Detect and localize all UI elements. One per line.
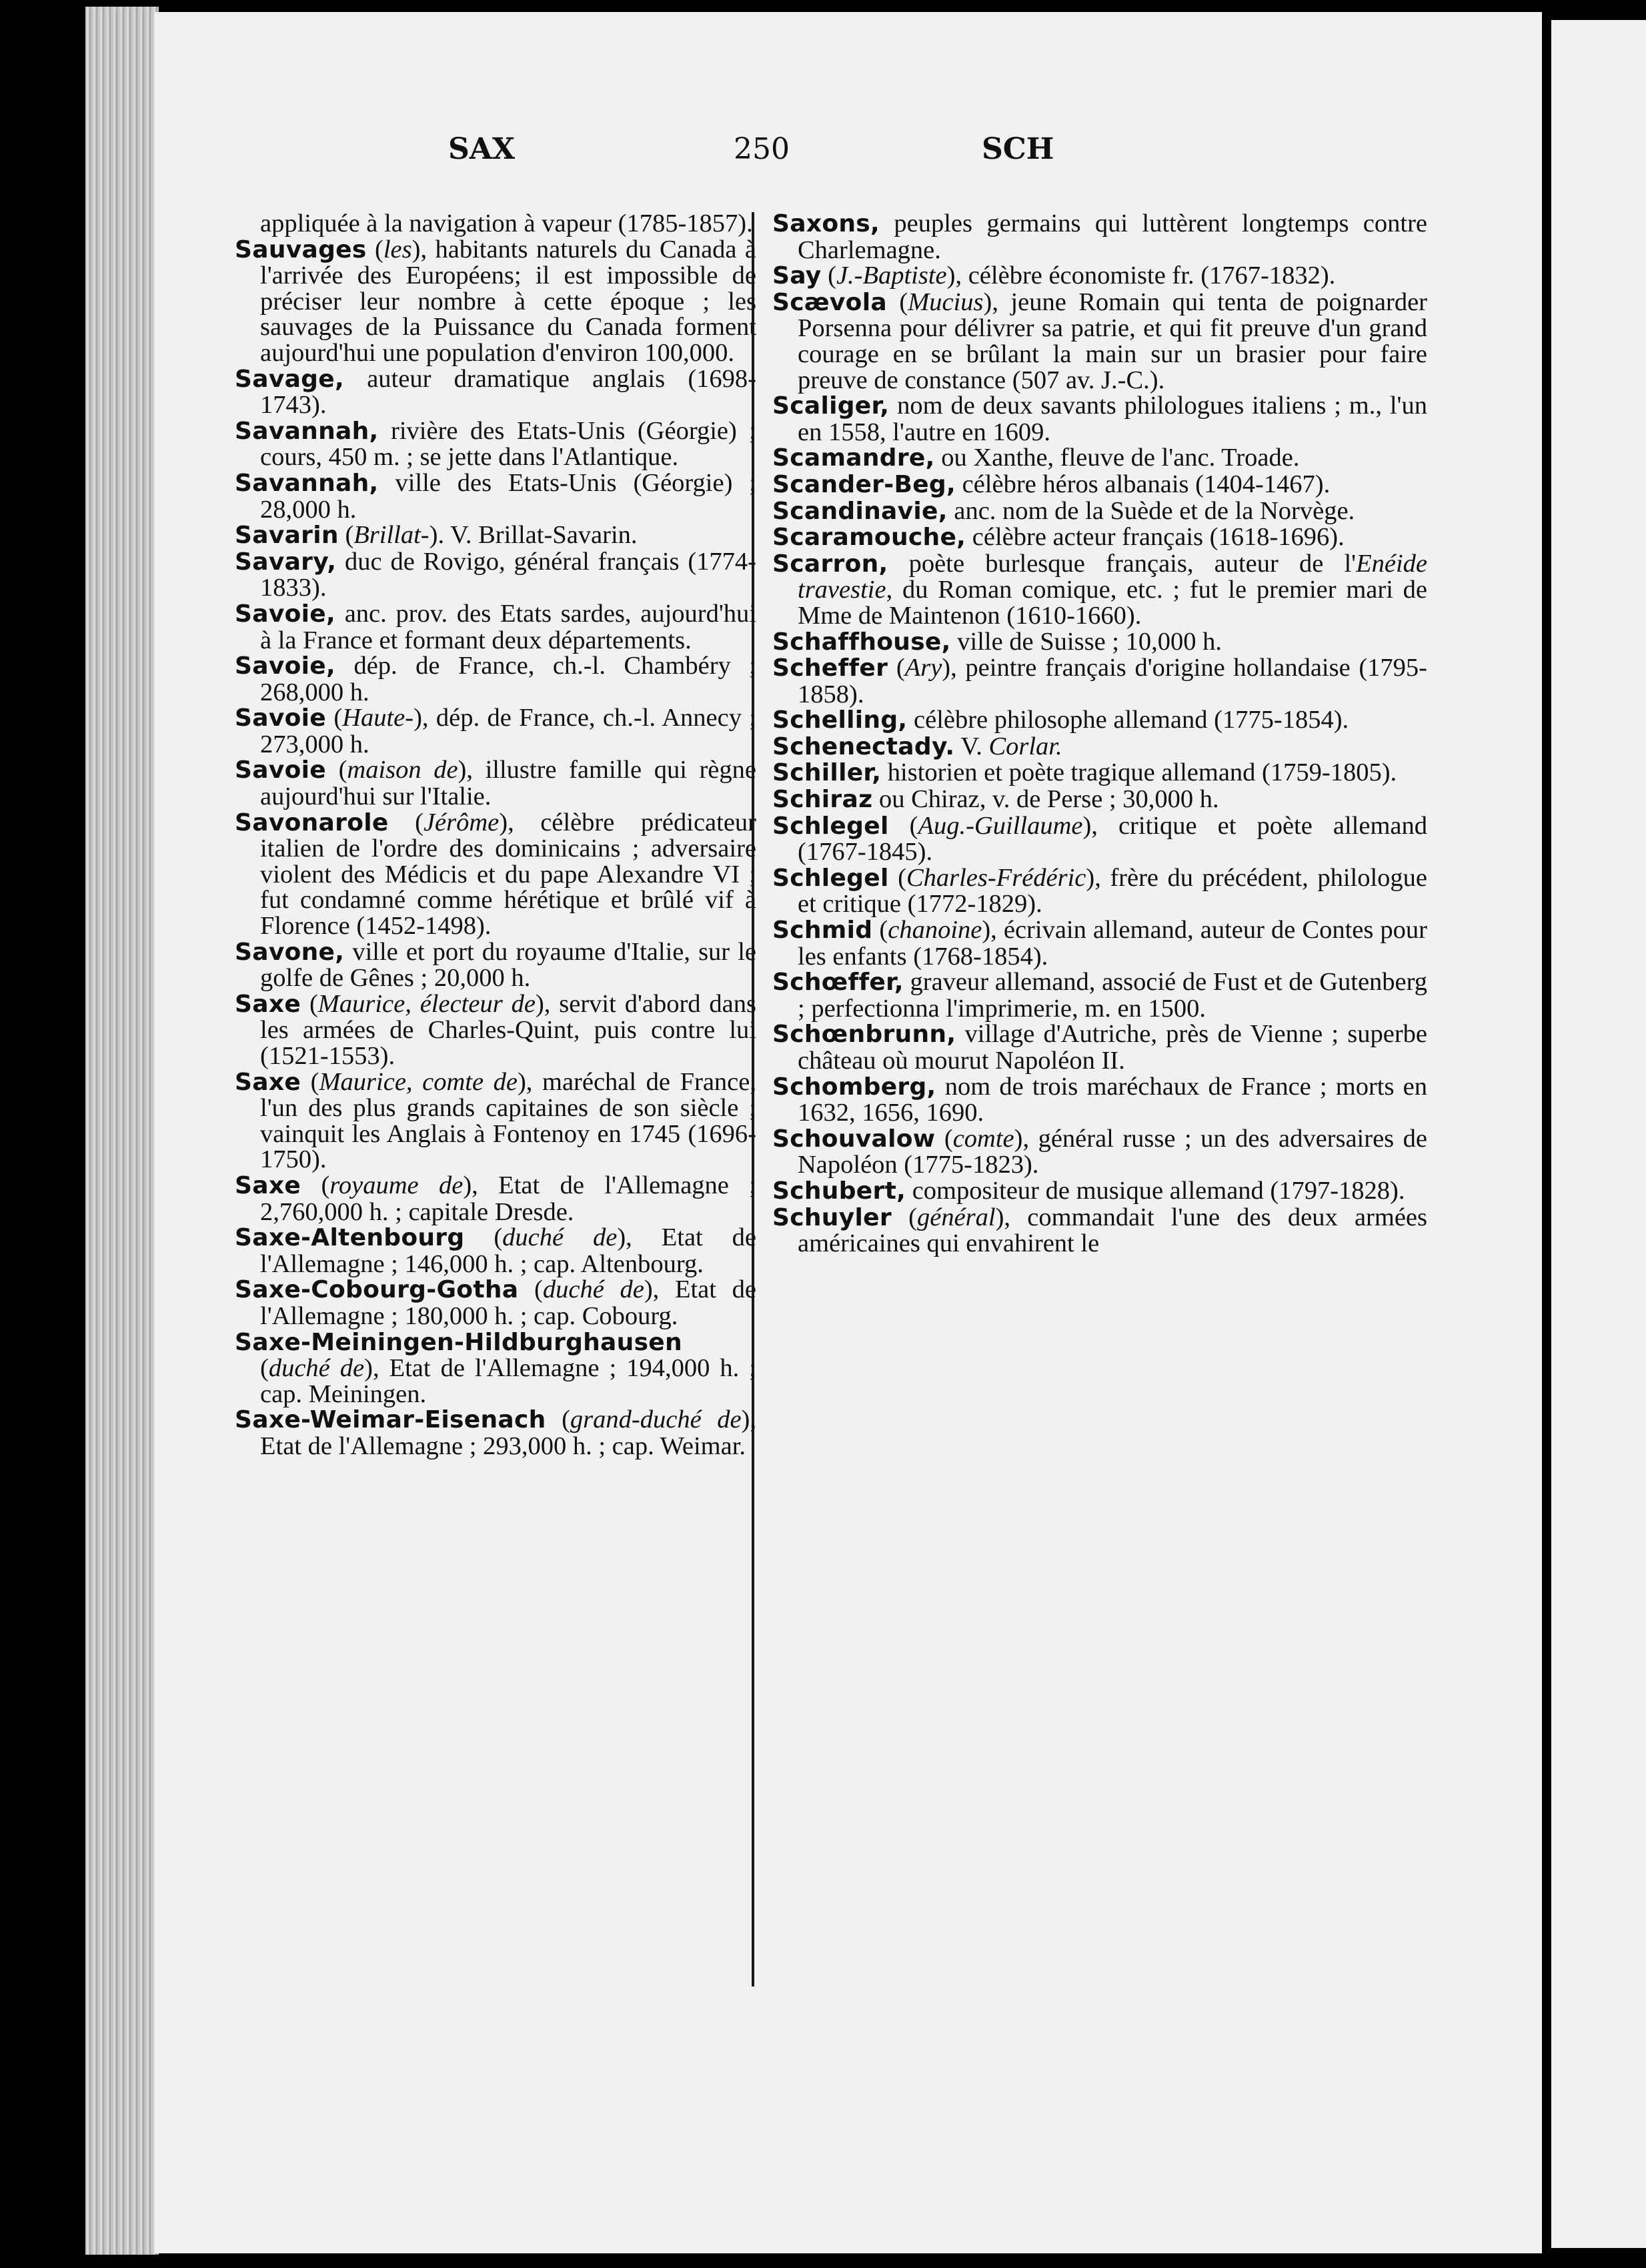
dictionary-entry <box>772 472 1427 498</box>
entry-headword: Schiller, <box>772 759 882 787</box>
entry-headword: Scaliger, <box>772 392 890 420</box>
entry-headword: Schlegel <box>772 812 889 840</box>
dictionary-entry <box>772 969 1427 1021</box>
entry-italic: Mucius <box>908 288 984 316</box>
entry-headword: Schmid <box>772 917 873 945</box>
entry-text: graveur allemand, associé de Fust et de Gutenberg ; perfectionna l'imprimerie, m. en 1500. <box>798 968 1427 1023</box>
entry-text: ( <box>464 1223 503 1252</box>
entry-headword: Saxe-Meiningen-Hildburghausen <box>235 1328 682 1356</box>
entry-text: ), Etat de l'Allemagne ; 180,000 h. ; cap. Cobourg. <box>260 1275 756 1330</box>
entry-text: ( <box>886 288 908 316</box>
dictionary-entry <box>235 705 756 757</box>
entry-text: ( <box>888 863 906 892</box>
entry-text: ( <box>821 261 836 290</box>
entry-text: auteur dramatique anglais (1698-1743). <box>260 364 756 420</box>
dictionary-entry <box>235 418 756 470</box>
entry-text: ), Etat de l'Allemagne ; 2,760,000 h. ; capitale Dresde. <box>260 1171 756 1226</box>
dictionary-entry <box>772 760 1427 786</box>
entry-headword: Schuyler <box>772 1203 892 1231</box>
dictionary-entry <box>235 653 756 705</box>
entry-text: célèbre philosophe allemand (1775-1854). <box>907 706 1349 734</box>
entry-headword: Saxe-Cobourg-Gotha <box>235 1276 519 1304</box>
entry-headword: Say <box>772 262 822 290</box>
entry-text: ), servit d'abord dans les armées de Charles-Quint, puis contre lui (1521-1553). <box>260 989 756 1070</box>
entry-headword: Saxe <box>235 1068 301 1096</box>
entry-italic: Maurice, électeur de <box>317 989 536 1018</box>
entry-headword: Savoie, <box>235 652 335 680</box>
entry-text: anc. nom de la Suède et de la Norvège. <box>947 496 1355 525</box>
entry-text: ou <box>872 785 912 814</box>
dictionary-entry <box>235 601 756 653</box>
entry-headword: Sauvages <box>235 235 367 263</box>
entry-text: nom de deux savants philologues italiens ; m., l'un en 1558, l'autre en 1609. <box>798 392 1427 446</box>
entry-text: ), frère du précédent, philologue et critique (1772-1829). <box>798 863 1427 919</box>
dictionary-entry <box>235 939 756 991</box>
entry-text: anc. prov. des Etats sardes, aujourd'hui à la France et formant deux départements. <box>260 599 756 654</box>
dictionary-entry <box>772 1021 1427 1073</box>
entry-text: ( <box>935 1124 953 1153</box>
entry-text: ( <box>891 1203 917 1231</box>
entry-italic: Maurice, comte de <box>319 1067 518 1096</box>
entry-text: , du Roman comique, etc. ; fut le premier mari de Mme de Maintenon (1610-1660). <box>798 576 1427 630</box>
entry-text: duc de Rovigo, général français (1774-1833). <box>260 547 756 602</box>
book-page-edges <box>85 7 159 2255</box>
entry-text: ), jeune Romain qui tenta de poignarder Porsenna pour délivrer sa patrie, et qui fit preuve d'un grand courage en se brûlant la main sur un brasier pour faire preuve de constance (507 av. J.-C.). <box>798 288 1427 394</box>
entry-text: ( <box>518 1275 543 1304</box>
entry-headword: Schouvalow <box>772 1125 936 1153</box>
dictionary-entry <box>235 991 756 1069</box>
dictionary-entry <box>772 524 1427 551</box>
entry-italic: Haute- <box>342 704 414 732</box>
entry-text: rivière des Etats-Unis (Géorgie) ; cours, 450 m. ; se jette dans l'Atlantique. <box>260 416 756 472</box>
dictionary-entry <box>772 1126 1427 1178</box>
entry-text: ville de Suisse ; 10,000 h. <box>950 627 1222 656</box>
page-number: 250 <box>734 132 790 166</box>
entry-text: ), Etat de l'Allemagne ; 146,000 h. ; cap. Altenbourg. <box>260 1223 756 1278</box>
entry-text: ( <box>388 808 424 836</box>
entry-headword: Scheffer <box>772 654 888 682</box>
entry-italic: duché de <box>268 1354 365 1383</box>
dictionary-entry <box>772 1178 1427 1205</box>
entry-headword: Saxons, <box>772 210 880 237</box>
dictionary-entry <box>772 211 1427 263</box>
entry-text: peuples germains qui luttèrent longtemps contre Charlemagne. <box>798 209 1427 264</box>
entry-headword: Savage, <box>235 365 344 393</box>
dictionary-entry <box>772 393 1427 445</box>
entry-text: ville des Etats-Unis (Géorgie) ; 28,000 h. <box>260 468 756 524</box>
dictionary-entry <box>235 810 756 939</box>
header-right-guide-word: SCH <box>982 132 1054 166</box>
dictionary-entry <box>772 445 1427 472</box>
entry-italic: Charles-Frédéric <box>906 863 1086 892</box>
entry-text: ), dép. de France, ch.-l. Annecy ; 273,000 h. <box>260 704 756 758</box>
entry-text: ( <box>260 1354 269 1383</box>
entry-italic: maison de <box>347 756 458 784</box>
entry-text: dép. de France, ch.-l. Chambéry ; 268,000 h. <box>260 652 756 706</box>
entry-italic: Ary <box>904 654 942 682</box>
entry-text: ( <box>301 1067 319 1096</box>
entry-headword: Savannah, <box>235 469 379 497</box>
entry-text: ), célèbre économiste fr. (1767-1832). <box>946 261 1336 290</box>
dictionary-entry <box>772 1205 1427 1257</box>
entry-italic: Brillat- <box>353 521 430 550</box>
entry-text: ( <box>546 1405 570 1434</box>
facing-page-strip <box>1551 20 1646 2248</box>
entry-headword: Schœnbrunn, <box>772 1021 956 1049</box>
entry-headword: Saxe-Weimar-Eisenach <box>235 1406 546 1434</box>
entry-italic: J.-Baptiste <box>836 261 947 290</box>
entry-headword: Schaffhouse, <box>772 628 951 656</box>
entry-text: ), habitants naturels du Canada à l'arrivée des Européens; il est impossible de préciser leur nombre à cette époque ; les sauvages de la Puissance du Canada forment aujourd'hui une population d'environ 100,000. <box>260 235 756 367</box>
header-left-guide-word: SAX <box>448 132 516 166</box>
dictionary-entry <box>235 1173 756 1225</box>
dictionary-entry <box>772 263 1427 290</box>
entry-headword: Saxe <box>235 990 301 1018</box>
entry-text: ( <box>888 654 905 682</box>
dictionary-entry <box>772 917 1427 969</box>
entry-headword: Savary, <box>235 548 337 576</box>
entry-text: ), critique et poète allemand (1767-1845). <box>798 811 1428 867</box>
dictionary-entry <box>772 1074 1427 1126</box>
dictionary-entry <box>235 470 756 522</box>
entry-text: ( <box>301 1171 330 1199</box>
entry-headword: Saxe-Altenbourg <box>235 1224 465 1252</box>
entry-text: ou <box>934 444 974 472</box>
entry-text: poète burlesque français, auteur de l' <box>888 549 1357 578</box>
entry-text: ), célèbre prédicateur italien de l'ordre des dominicains ; adversaire violent des Médicis et du pape Alexandre VI ; fut condamné comme hérétique et brûlé vif à Florence (1452-1498). <box>260 808 756 941</box>
entry-text: ). V. Brillat-Savarin. <box>429 521 638 550</box>
entry-italic: Enéide travestie <box>798 549 1427 604</box>
entry-italic: Corlar. <box>988 732 1062 760</box>
entry-text: ( <box>872 916 888 945</box>
dictionary-entry <box>235 1277 756 1329</box>
entry-italic: duché de <box>542 1275 644 1304</box>
entry-text: Chiraz, v. de Perse ; 30,000 h. <box>911 785 1219 814</box>
dictionary-entry <box>235 211 756 237</box>
entry-text: célèbre héros albanais (1404-1467). <box>955 470 1331 498</box>
entry-headword: Savonarole <box>235 808 389 836</box>
dictionary-entry <box>235 549 756 601</box>
entry-headword: Schubert, <box>772 1177 906 1205</box>
dictionary-entry <box>235 366 756 418</box>
entry-headword: Savoie <box>235 704 326 732</box>
dictionary-entry <box>772 629 1427 656</box>
dictionary-entry <box>772 813 1427 865</box>
dictionary-entry <box>772 707 1427 734</box>
entry-text: célèbre acteur français (1618-1696). <box>966 523 1345 552</box>
entry-headword: Scander-Beg, <box>772 470 956 498</box>
entry-headword: Savone, <box>235 938 345 966</box>
entry-text: ), maréchal de France, l'un des plus grands capitaines de son siècle ; vainquit les Anglais à Fontenoy en 1745 (1696-1750). <box>260 1067 756 1174</box>
entry-headword: Schelling, <box>772 706 908 734</box>
dictionary-entry <box>235 1225 756 1277</box>
entry-headword: Schomberg, <box>772 1073 936 1101</box>
entry-text: village d'Autriche, près de Vienne ; superbe château où mourut Napoléon II. <box>798 1020 1427 1075</box>
dictionary-entry <box>235 522 756 549</box>
entry-text: ), illustre famille qui règne aujourd'hui sur l'Italie. <box>260 756 756 811</box>
dictionary-entry <box>772 551 1427 629</box>
entry-text: ( <box>338 521 354 550</box>
entry-headword: Schenectady. <box>772 732 955 760</box>
dictionary-entry <box>772 498 1427 525</box>
dictionary-entry <box>772 865 1427 917</box>
entry-text: ), Etat de l'Allemagne ; 293,000 h. ; cap. Weimar. <box>260 1405 756 1460</box>
entry-italic: Jérôme <box>423 808 500 836</box>
entry-headword: Schœffer, <box>772 969 904 997</box>
dictionary-entry <box>772 786 1427 813</box>
entry-text: compositeur de musique allemand (1797-1828). <box>906 1176 1405 1205</box>
entry-italic: grand-duché de <box>570 1405 742 1434</box>
entry-headword: Schiraz <box>772 786 873 814</box>
entry-text: ( <box>888 811 918 840</box>
entry-headword: Scævola <box>772 288 887 316</box>
dictionary-entry <box>235 237 756 366</box>
entry-italic: les <box>383 235 412 263</box>
entry-text: Xanthe, fleuve de l'anc. Troade. <box>973 444 1300 472</box>
entry-text: nom de trois maréchaux de France ; morts en 1632, 1656, 1690. <box>798 1072 1427 1127</box>
entry-text: ), commandait l'une des deux armées américaines qui envahirent le <box>798 1203 1427 1258</box>
entry-headword: Savarin <box>235 522 339 550</box>
entry-italic: Aug.-Guillaume <box>918 811 1083 840</box>
entry-text: V. <box>954 732 989 760</box>
entry-text: ), général russe ; un des adversaires de Napoléon (1775-1823). <box>798 1124 1427 1179</box>
entry-headword: Savoie <box>235 756 326 784</box>
entry-headword: Scarron, <box>772 550 888 578</box>
dictionary-entry <box>235 1069 756 1173</box>
entry-italic: royaume de <box>329 1171 464 1199</box>
dictionary-entry <box>235 1407 756 1459</box>
dictionary-entry <box>235 1329 756 1407</box>
right-column <box>772 211 1427 1257</box>
entry-text: ( <box>301 989 318 1018</box>
entry-headword: Savoie, <box>235 600 335 628</box>
entry-text: historien et poète tragique allemand (1759-1805). <box>881 758 1397 787</box>
entry-text: appliquée à la navigation à vapeur (1785-1857). <box>260 209 753 237</box>
entry-headword: Savannah, <box>235 417 379 445</box>
dictionary-entry <box>772 734 1427 760</box>
entry-text: ), Etat de l'Allemagne ; 194,000 h. ; cap. Meiningen. <box>260 1354 757 1408</box>
entry-italic: comte <box>952 1124 1014 1153</box>
entry-text: ( <box>366 235 383 263</box>
entry-text: ( <box>325 756 347 784</box>
entry-headword: Saxe <box>235 1171 301 1199</box>
entry-italic: duché de <box>502 1223 618 1252</box>
entry-headword: Scandinavie, <box>772 497 948 525</box>
entry-headword: Scaramouche, <box>772 524 966 552</box>
dictionary-entry <box>772 290 1427 393</box>
dictionary-entry <box>772 655 1427 707</box>
entry-text: ), écrivain allemand, auteur de Contes pour les enfants (1768-1854). <box>798 916 1428 971</box>
entry-italic: chanoine <box>888 916 982 945</box>
entry-headword: Schlegel <box>772 864 889 892</box>
entry-text: ( <box>325 704 343 732</box>
left-column <box>235 211 756 1460</box>
entry-text: ), peintre français d'origine hollandaise (1795-1858). <box>798 654 1427 708</box>
dictionary-entry <box>235 757 756 809</box>
entry-italic: général <box>916 1203 996 1231</box>
entry-headword: Scamandre, <box>772 444 935 472</box>
entry-text: ville et port du royaume d'Italie, sur le golfe de Gênes ; 20,000 h. <box>260 937 756 993</box>
